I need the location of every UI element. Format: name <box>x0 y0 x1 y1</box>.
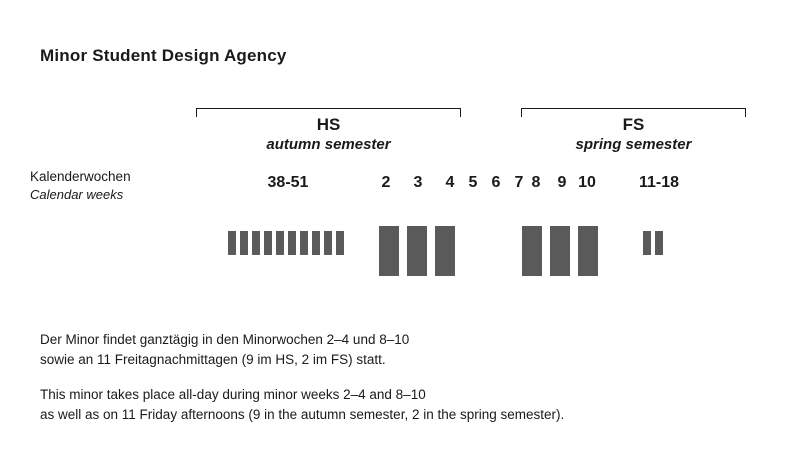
semester-name: FS <box>622 115 645 134</box>
week-label: 3 <box>413 174 423 191</box>
week-bar <box>336 231 344 255</box>
week-bar <box>435 226 455 276</box>
caption-line: This minor takes place all-day during minor weeks 2–4 and 8–10 <box>40 386 426 402</box>
semester-name: HS <box>316 115 341 134</box>
semester-subtitle: autumn semester <box>266 136 391 153</box>
week-bar <box>643 231 651 255</box>
caption <box>40 330 564 425</box>
bracket-tick-right <box>460 108 461 117</box>
bracket-tick-right <box>745 108 746 117</box>
semester-group-hs <box>196 116 461 152</box>
week-label: 38-51 <box>267 174 309 191</box>
bracket-bar <box>196 108 461 109</box>
semester-subtitle: spring semester <box>575 136 692 153</box>
week-label: 2 <box>381 174 391 191</box>
caption-line: sowie an 11 Freitagnachmittagen (9 im HS, 2 im FS) statt. <box>40 352 386 368</box>
week-label: 4 <box>445 174 455 191</box>
week-bar <box>578 226 598 276</box>
semester-bracket <box>196 108 461 117</box>
week-bar <box>252 231 260 255</box>
week-bar <box>379 226 399 276</box>
semester-group-fs <box>521 116 746 152</box>
week-bar <box>407 226 427 276</box>
bracket-bar <box>521 108 746 109</box>
week-bar <box>522 226 542 276</box>
week-label: 11-18 <box>638 174 680 191</box>
semester-bracket <box>521 108 746 117</box>
calendar-weeks-label <box>30 168 131 204</box>
week-bar <box>276 231 284 255</box>
week-bar <box>300 231 308 255</box>
week-bar <box>288 231 296 255</box>
bracket-tick-left <box>196 108 197 117</box>
week-bar <box>655 231 663 255</box>
caption-paragraph-de <box>40 330 564 371</box>
week-label: 8 <box>531 174 541 191</box>
week-bar <box>240 231 248 255</box>
page-title: Minor Student Design Agency <box>40 46 287 65</box>
week-bar <box>312 231 320 255</box>
caption-line: Der Minor findet ganztägig in den Minorwochen 2–4 und 8–10 <box>40 332 410 347</box>
week-bar <box>264 231 272 255</box>
week-bar <box>228 231 236 255</box>
calendar-weeks-label-de: Kalenderwochen <box>30 169 131 184</box>
caption-paragraph-en <box>40 385 564 426</box>
caption-line: as well as on 11 Friday afternoons (9 in the autumn semester, 2 in the spring semester). <box>40 406 565 422</box>
week-label: 6 <box>491 174 501 191</box>
week-label: 5 <box>468 174 478 191</box>
week-bar <box>550 226 570 276</box>
week-bar <box>324 231 332 255</box>
calendar-weeks-label-en: Calendar weeks <box>30 187 124 203</box>
week-label: 9 <box>557 174 567 191</box>
bracket-tick-left <box>521 108 522 117</box>
week-label: 7 <box>514 174 524 191</box>
week-label: 10 <box>578 174 596 191</box>
